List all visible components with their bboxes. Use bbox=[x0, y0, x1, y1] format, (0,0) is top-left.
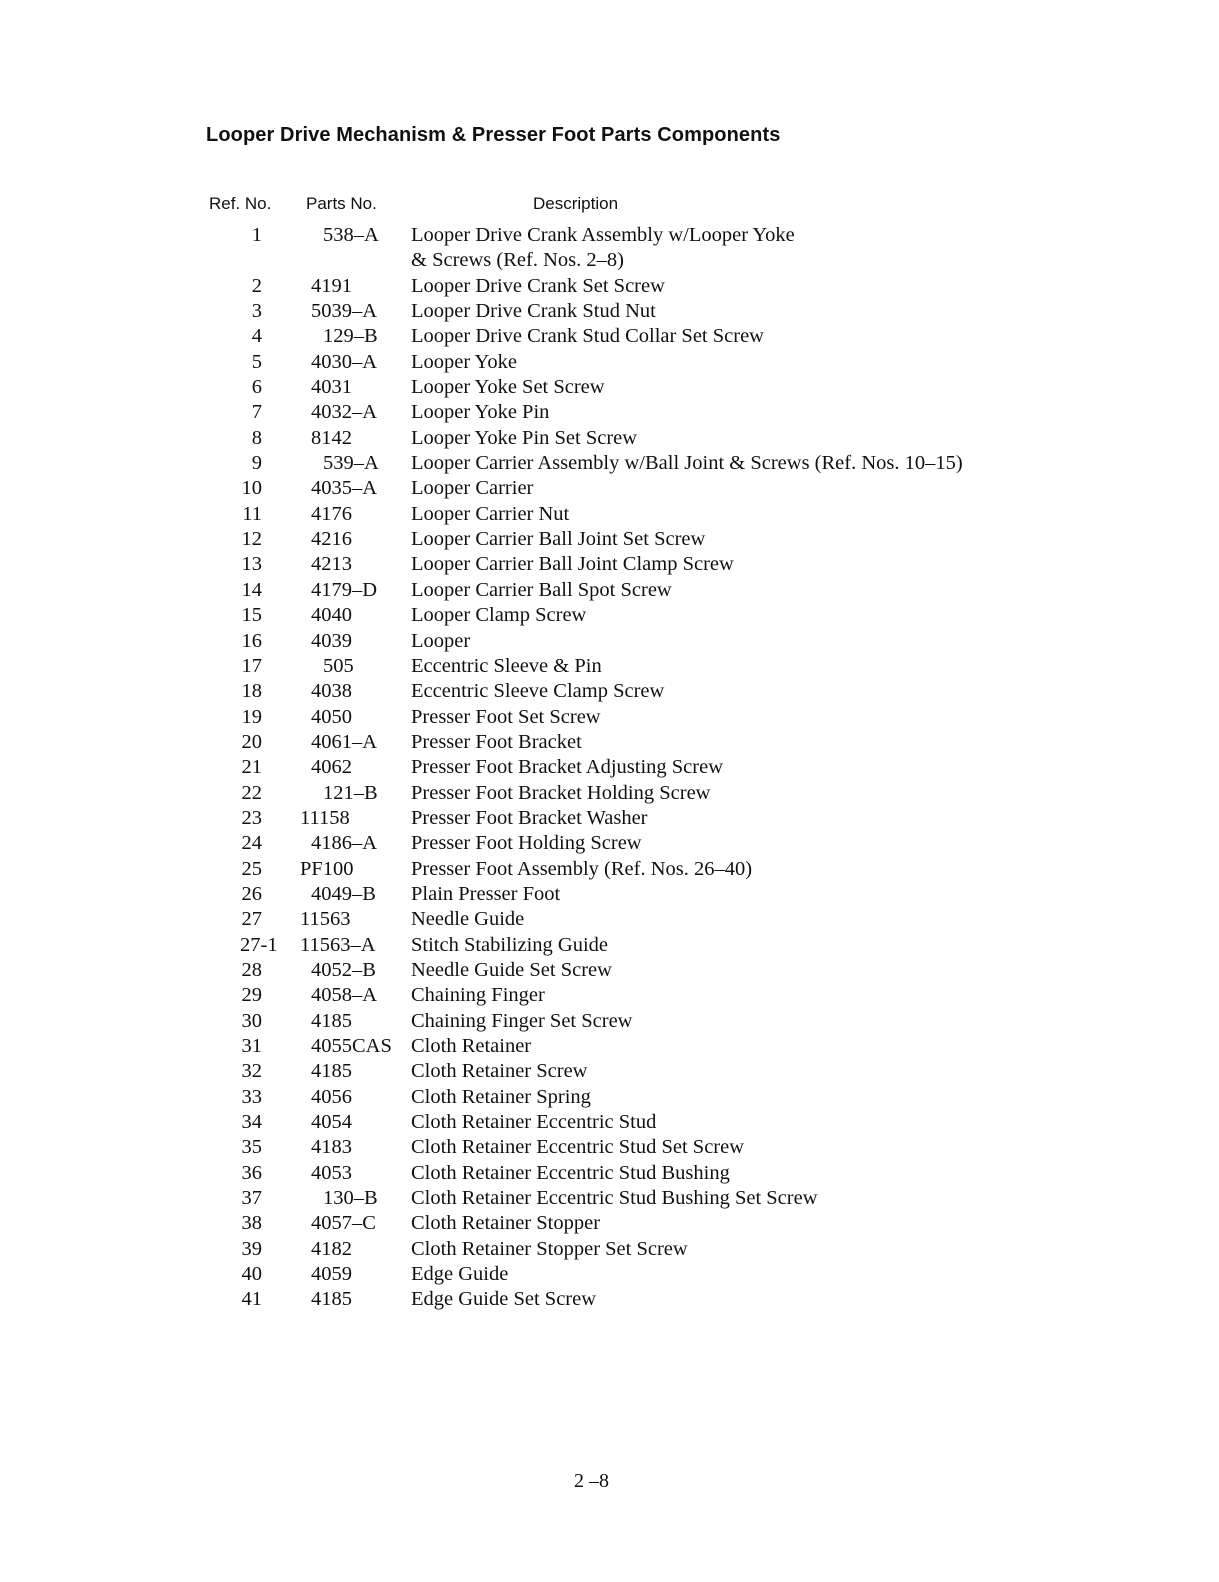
ref-no: 19 bbox=[241, 705, 262, 728]
description: Looper Yoke Pin Set Screw bbox=[411, 426, 638, 449]
part-no: 4176 bbox=[311, 502, 352, 525]
description: Needle Guide bbox=[411, 908, 525, 931]
description: Edge Guide Set Screw bbox=[411, 1288, 597, 1311]
ref-no: 8 bbox=[251, 426, 262, 449]
ref-no: 3 bbox=[251, 300, 262, 323]
part-no: 130–B bbox=[323, 1187, 378, 1210]
ref-no: 4 bbox=[251, 325, 262, 348]
header-ref-no: Ref. No. bbox=[209, 194, 272, 213]
part-no: 129–B bbox=[323, 325, 378, 348]
table-row bbox=[0, 1186, 1219, 1211]
table-row bbox=[0, 679, 1219, 704]
description: Presser Foot Holding Screw bbox=[411, 832, 642, 855]
part-no: 4053 bbox=[311, 1161, 352, 1184]
part-no: 4058–A bbox=[311, 984, 378, 1007]
part-no: 4185 bbox=[311, 1060, 352, 1083]
description: Presser Foot Bracket Adjusting Screw bbox=[411, 756, 724, 779]
table-row bbox=[0, 426, 1219, 451]
ref-no: 27-1 bbox=[240, 933, 278, 956]
part-no: 4186–A bbox=[311, 832, 378, 855]
ref-no: 15 bbox=[241, 604, 262, 627]
description: Stitch Stabilizing Guide bbox=[411, 933, 609, 956]
table-row bbox=[0, 654, 1219, 679]
ref-no: 23 bbox=[241, 806, 262, 829]
description: Edge Guide bbox=[411, 1263, 509, 1286]
table-row bbox=[0, 324, 1219, 349]
part-no: 4062 bbox=[311, 756, 352, 779]
description: Looper Carrier Nut bbox=[411, 502, 570, 525]
table-row bbox=[0, 476, 1219, 501]
table-row bbox=[0, 451, 1219, 476]
table-row bbox=[0, 781, 1219, 806]
table-row bbox=[0, 882, 1219, 907]
part-no: 11563–A bbox=[300, 933, 376, 956]
part-no: 4056 bbox=[311, 1085, 352, 1108]
part-no: 4213 bbox=[311, 553, 352, 576]
table-row-continuation bbox=[0, 248, 1219, 273]
table-row bbox=[0, 1135, 1219, 1160]
ref-no: 32 bbox=[241, 1060, 262, 1083]
ref-no: 13 bbox=[241, 553, 262, 576]
description: Eccentric Sleeve & Pin bbox=[411, 654, 602, 677]
part-no: 4183 bbox=[311, 1136, 352, 1159]
ref-no: 10 bbox=[241, 477, 262, 500]
ref-no: 34 bbox=[241, 1111, 262, 1134]
ref-no: 21 bbox=[241, 756, 262, 779]
table-row bbox=[0, 1262, 1219, 1287]
table-row bbox=[0, 299, 1219, 324]
ref-no: 22 bbox=[241, 781, 262, 804]
table-row bbox=[0, 1009, 1219, 1034]
ref-no: 29 bbox=[241, 984, 262, 1007]
description: Looper Drive Crank Assembly w/Looper Yoke bbox=[411, 224, 795, 246]
table-row bbox=[0, 831, 1219, 856]
description: Cloth Retainer bbox=[411, 1035, 532, 1057]
table-row bbox=[0, 1085, 1219, 1110]
description-continued: & Screws (Ref. Nos. 2–8) bbox=[411, 249, 624, 272]
description: Needle Guide Set Screw bbox=[411, 958, 612, 981]
ref-no: 16 bbox=[241, 629, 262, 652]
table-row bbox=[0, 629, 1219, 654]
description: Presser Foot Assembly (Ref. Nos. 26–40) bbox=[411, 857, 753, 880]
table-row bbox=[0, 400, 1219, 425]
ref-no: 33 bbox=[241, 1085, 262, 1108]
table-row bbox=[0, 375, 1219, 400]
description: Cloth Retainer Stopper Set Screw bbox=[411, 1237, 688, 1260]
table-row bbox=[0, 1287, 1219, 1312]
table-row bbox=[0, 1237, 1219, 1262]
part-no: 4035–A bbox=[311, 477, 378, 500]
part-no: 539–A bbox=[323, 452, 379, 475]
part-no: 4030–A bbox=[311, 350, 378, 373]
ref-no: 25 bbox=[241, 857, 262, 880]
part-no: PF100 bbox=[300, 857, 354, 880]
part-no: 4032–A bbox=[311, 401, 378, 424]
ref-no: 27 bbox=[241, 908, 262, 931]
table-row bbox=[0, 1034, 1219, 1059]
ref-no: 26 bbox=[241, 882, 262, 905]
ref-no: 24 bbox=[241, 832, 262, 855]
description: Cloth Retainer Eccentric Stud Set Screw bbox=[411, 1136, 745, 1159]
table-row bbox=[0, 1211, 1219, 1236]
description: Presser Foot Bracket bbox=[411, 730, 582, 753]
description: Chaining Finger Set Screw bbox=[411, 1009, 633, 1032]
part-no: 4216 bbox=[311, 528, 352, 551]
page-title: Looper Drive Mechanism & Presser Foot Parts Components bbox=[206, 124, 781, 146]
ref-no: 11 bbox=[242, 502, 262, 525]
ref-no: 7 bbox=[251, 401, 262, 424]
part-no: 4031 bbox=[311, 376, 352, 399]
part-no: 4057–C bbox=[311, 1212, 376, 1235]
part-no: 4050 bbox=[311, 705, 352, 728]
ref-no: 41 bbox=[241, 1288, 262, 1311]
part-no: 4191 bbox=[311, 274, 352, 297]
part-no: 4049–B bbox=[311, 882, 376, 905]
table-row bbox=[0, 933, 1219, 958]
description: Presser Foot Bracket Holding Screw bbox=[411, 781, 711, 804]
ref-no: 17 bbox=[241, 654, 262, 677]
part-no: 4055CAS bbox=[311, 1035, 392, 1057]
table-row bbox=[0, 730, 1219, 755]
table-row bbox=[0, 527, 1219, 552]
description: Eccentric Sleeve Clamp Screw bbox=[411, 680, 665, 703]
table-row bbox=[0, 1161, 1219, 1186]
description: Looper Yoke Pin bbox=[411, 401, 550, 424]
table-row bbox=[0, 274, 1219, 299]
table-row bbox=[0, 907, 1219, 932]
ref-no: 1 bbox=[251, 224, 262, 246]
description: Plain Presser Foot bbox=[411, 882, 561, 905]
ref-no: 14 bbox=[241, 578, 262, 601]
description: Looper Yoke Set Screw bbox=[411, 376, 605, 399]
description: Looper Drive Crank Stud Nut bbox=[411, 300, 656, 323]
description: Cloth Retainer Eccentric Stud Bushing Set Screw bbox=[411, 1187, 818, 1210]
description: Looper Carrier Ball Joint Set Screw bbox=[411, 528, 706, 551]
part-no: 11563 bbox=[300, 908, 351, 931]
ref-no: 28 bbox=[241, 958, 262, 981]
page-number: 2 –8 bbox=[574, 1470, 609, 1492]
table-row bbox=[0, 350, 1219, 375]
part-no: 538–A bbox=[323, 224, 379, 246]
description: Looper Carrier bbox=[411, 477, 534, 500]
ref-no: 9 bbox=[251, 452, 262, 475]
description: Looper Drive Crank Set Screw bbox=[411, 274, 665, 297]
description: Chaining Finger bbox=[411, 984, 545, 1007]
table-row bbox=[0, 958, 1219, 983]
part-no: 4039 bbox=[311, 629, 352, 652]
description: Presser Foot Set Screw bbox=[411, 705, 601, 728]
description: Looper Carrier Ball Spot Screw bbox=[411, 578, 672, 601]
part-no: 4185 bbox=[311, 1288, 352, 1311]
part-no: 4061–A bbox=[311, 730, 378, 753]
part-no: 8142 bbox=[311, 426, 352, 449]
part-no: 4185 bbox=[311, 1009, 352, 1032]
table-row bbox=[0, 223, 1219, 248]
ref-no: 2 bbox=[251, 274, 262, 297]
table-row bbox=[0, 578, 1219, 603]
ref-no: 6 bbox=[251, 376, 262, 399]
part-no: 505 bbox=[323, 654, 354, 677]
table-row bbox=[0, 983, 1219, 1008]
ref-no: 36 bbox=[241, 1161, 262, 1184]
ref-no: 5 bbox=[251, 350, 262, 373]
ref-no: 38 bbox=[241, 1212, 262, 1235]
ref-no: 35 bbox=[241, 1136, 262, 1159]
table-row bbox=[0, 502, 1219, 527]
parts-table bbox=[0, 223, 1219, 1313]
description: Cloth Retainer Eccentric Stud bbox=[411, 1111, 657, 1134]
table-row bbox=[0, 806, 1219, 831]
ref-no: 18 bbox=[241, 680, 262, 703]
description: Looper Yoke bbox=[411, 350, 517, 373]
ref-no: 12 bbox=[241, 528, 262, 551]
part-no: 4059 bbox=[311, 1263, 352, 1286]
part-no: 4182 bbox=[311, 1237, 352, 1260]
part-no: 4054 bbox=[311, 1111, 352, 1134]
part-no: 4038 bbox=[311, 680, 352, 703]
table-row bbox=[0, 755, 1219, 780]
table-row bbox=[0, 1059, 1219, 1084]
header-description: Description bbox=[533, 194, 619, 213]
description: Presser Foot Bracket Washer bbox=[411, 806, 648, 829]
ref-no: 30 bbox=[241, 1009, 262, 1032]
ref-no: 20 bbox=[241, 730, 262, 753]
description: Looper Clamp Screw bbox=[411, 604, 587, 627]
part-no: 5039–A bbox=[311, 300, 378, 323]
ref-no: 37 bbox=[241, 1187, 262, 1210]
ref-no: 31 bbox=[241, 1035, 262, 1057]
table-row bbox=[0, 857, 1219, 882]
part-no: 11158 bbox=[300, 806, 350, 829]
description: Cloth Retainer Screw bbox=[411, 1060, 588, 1083]
part-no: 121–B bbox=[323, 781, 378, 804]
part-no: 4040 bbox=[311, 604, 352, 627]
table-row bbox=[0, 1110, 1219, 1135]
part-no: 4052–B bbox=[311, 958, 376, 981]
description: Looper Carrier Assembly w/Ball Joint & Screws (Ref. Nos. 10–15) bbox=[411, 452, 963, 475]
description: Looper Drive Crank Stud Collar Set Screw bbox=[411, 325, 764, 348]
header-parts-no: Parts No. bbox=[306, 194, 377, 213]
ref-no: 40 bbox=[241, 1263, 262, 1286]
part-no: 4179–D bbox=[311, 578, 378, 601]
description: Looper Carrier Ball Joint Clamp Screw bbox=[411, 553, 734, 576]
description: Looper bbox=[411, 629, 471, 652]
description: Cloth Retainer Spring bbox=[411, 1085, 591, 1108]
ref-no: 39 bbox=[241, 1237, 262, 1260]
table-row bbox=[0, 603, 1219, 628]
description: Cloth Retainer Stopper bbox=[411, 1212, 601, 1235]
table-row bbox=[0, 552, 1219, 577]
description: Cloth Retainer Eccentric Stud Bushing bbox=[411, 1161, 730, 1184]
table-row bbox=[0, 705, 1219, 730]
